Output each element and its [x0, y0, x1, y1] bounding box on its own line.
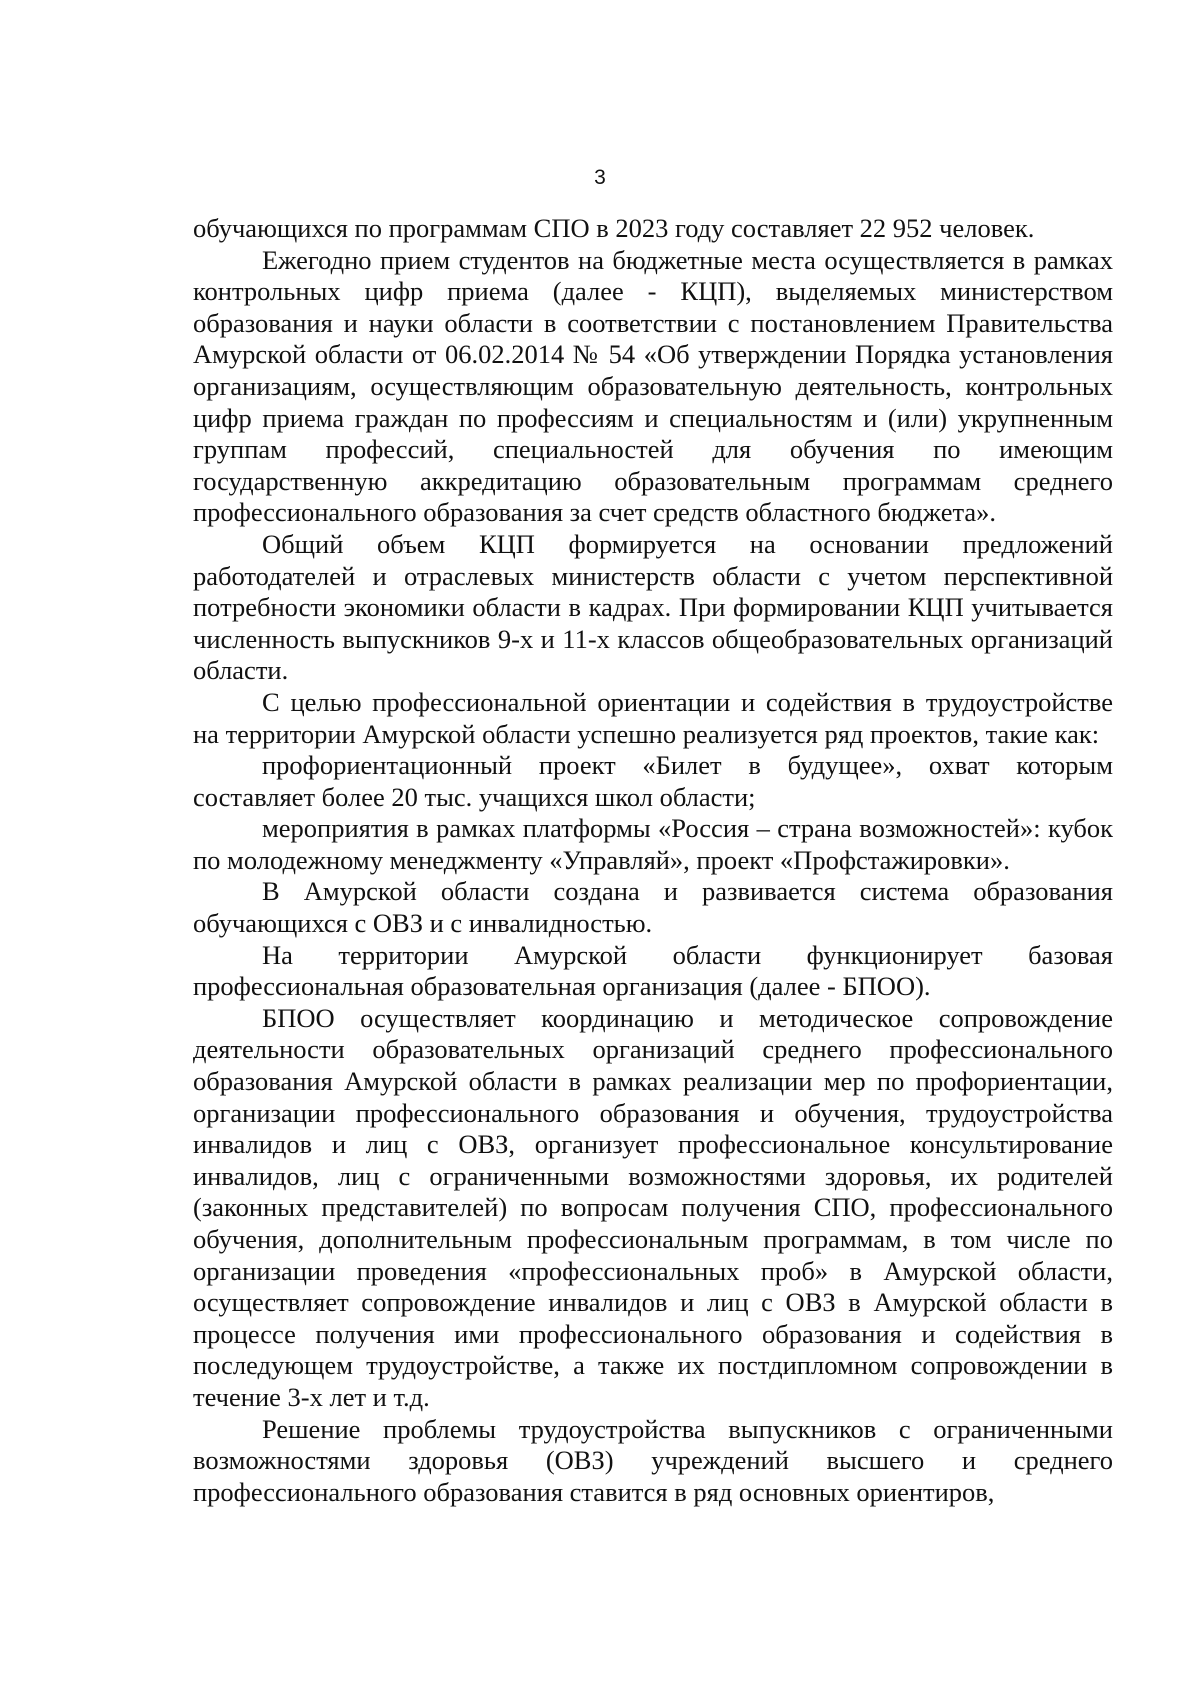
paragraph-5: профориентационный проект «Билет в будущее», охват которым составляет более 20 тыс. учащихся школ области;: [193, 750, 1113, 812]
paragraph-3: Общий объем КЦП формируется на основании предложений работодателей и отраслевых министерств области с учетом перспективной потребности экономики области в кадрах. При формировании КЦП учитывается численность выпускников 9-х и 11-х классов общеобразовательных организаций области.: [193, 528, 1113, 686]
paragraph-6: мероприятия в рамках платформы «Россия – страна возможностей»: кубок по молодежному менеджменту «Управляй», проект «Профстажировки».: [193, 813, 1113, 875]
paragraph-4: С целью профессиональной ориентации и содействия в трудоустройстве на территории Амурской области успешно реализуется ряд проектов, такие как:: [193, 686, 1113, 749]
paragraph-10: Решение проблемы трудоустройства выпускников с ограниченными возможностями здоровья (ОВЗ) учреждений высшего и среднего профессионального образования ставится в ряд основных ориентиров,: [193, 1413, 1113, 1507]
paragraph-2: Ежегодно прием студентов на бюджетные места осуществляется в рамках контрольных цифр приема (далее - КЦП), выделяемых министерством образования и науки области в соответствии с постановлением Правительства Амурской области от 06.02.2014 № 54 «Об утверждении Порядка установления организациям, осуществляющим образовательную деятельность, контрольных цифр приема граждан по профессиям и специальностям и (или) укрупненным группам профессий, специальностей для обучения по имеющим государственную аккредитацию образовательным программам среднего профессионального образования за счет средств областного бюджета».: [193, 244, 1113, 528]
paragraph-1: обучающихся по программам СПО в 2023 году составляет 22 952 человек.: [193, 213, 1035, 243]
paragraph-9: БПОО осуществляет координацию и методическое сопровождение деятельности образовательных организаций среднего профессионального образования Амурской области в рамках реализации мер по профориентации, организации профессионального образования и обучения, трудоустройства инвалидов и лиц с ОВЗ, организует профессиональное консультирование инвалидов, лиц с ограниченными возможностями здоровья, их родителей (законных представителей) по вопросам получения СПО, профессионального обучения, дополнительным профессиональным программам, в том числе по организации проведения «профессиональных проб» в Амурской области, осуществляет сопровождение инвалидов и лиц с ОВЗ в Амурской области в процессе получения ими профессионального образования и содействия в последующем трудоустройстве, а также их постдипломном сопровождении в течение 3-х лет и т.д.: [193, 1002, 1113, 1412]
paragraph-7: В Амурской области создана и развивается система образования обучающихся с ОВЗ и с инвалидностью.: [193, 876, 1113, 939]
document-body: [193, 213, 1113, 1508]
page-number: 3: [594, 166, 606, 189]
paragraph-8: На территории Амурской области функционирует базовая профессиональная образовательная организация (далее - БПОО).: [193, 939, 1113, 1002]
